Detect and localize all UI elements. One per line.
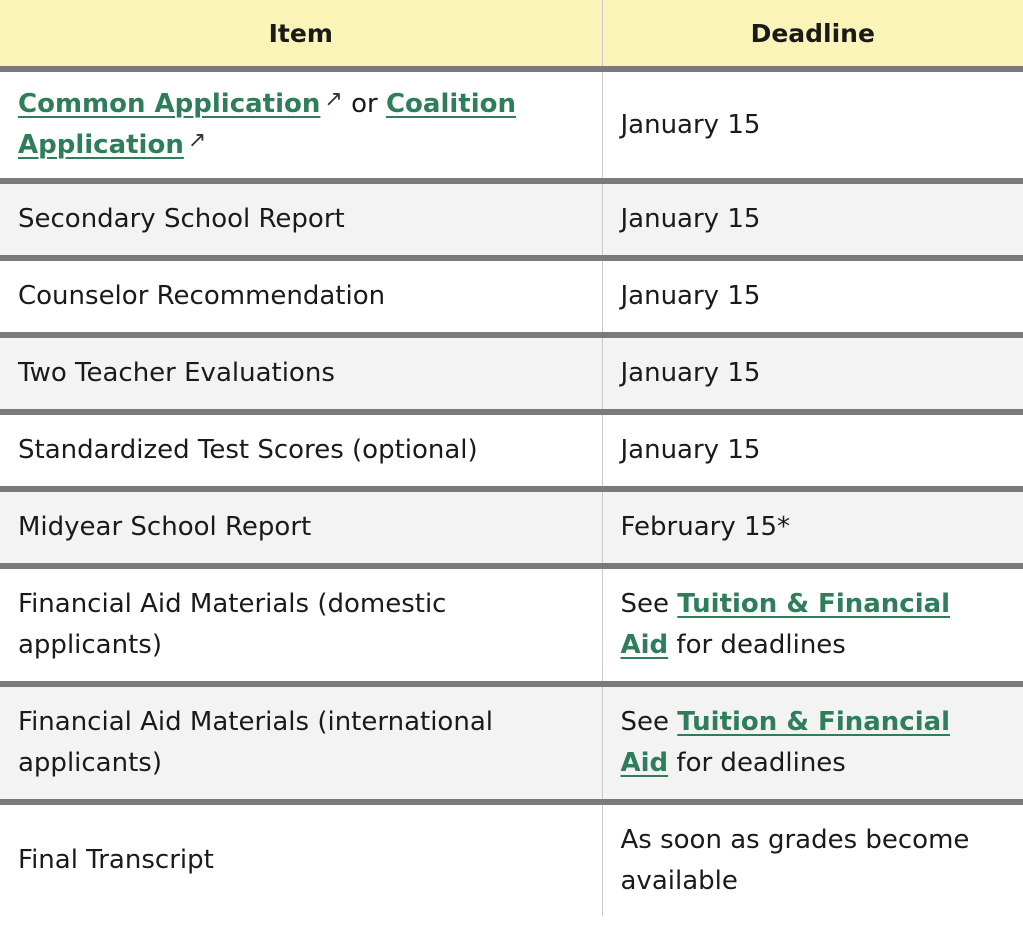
item-cell: Standardized Test Scores (optional)	[0, 412, 602, 489]
item-cell: Final Transcript	[0, 802, 602, 916]
deadline-prefix: See	[620, 589, 669, 619]
table-row	[0, 489, 1023, 566]
tuition-financial-aid-link[interactable]: Tuition & Financial Aid	[620, 589, 951, 660]
header-row	[0, 0, 1023, 69]
table-row	[0, 802, 1023, 916]
item-cell: Financial Aid Materials (international applicants)	[0, 684, 602, 802]
common-application-link[interactable]: Common Application	[18, 89, 321, 119]
deadline-cell: January 15	[602, 258, 1023, 335]
item-cell	[0, 69, 602, 181]
connector-text: or	[351, 89, 378, 119]
item-cell: Financial Aid Materials (domestic applicants)	[0, 566, 602, 684]
item-cell: Counselor Recommendation	[0, 258, 602, 335]
deadline-cell: January 15	[602, 69, 1023, 181]
table-row	[0, 69, 1023, 181]
coalition-link-part1: Coalition	[385, 89, 516, 119]
table-row	[0, 412, 1023, 489]
deadline-prefix: See	[620, 707, 669, 737]
item-cell: Two Teacher Evaluations	[0, 335, 602, 412]
external-link-icon: ↗	[187, 128, 207, 153]
deadline-suffix: for deadlines	[676, 630, 846, 660]
table-row	[0, 335, 1023, 412]
table-row	[0, 181, 1023, 258]
deadline-suffix: for deadlines	[676, 748, 846, 778]
deadline-cell	[602, 566, 1023, 684]
header-deadline: Deadline	[602, 0, 1023, 69]
deadline-cell: February 15*	[602, 489, 1023, 566]
table-row	[0, 258, 1023, 335]
table-row	[0, 566, 1023, 684]
external-link-icon: ↗	[324, 87, 343, 112]
deadline-cell: As soon as grades become available	[602, 802, 1023, 916]
deadline-cell: January 15	[602, 412, 1023, 489]
deadline-cell: January 15	[602, 335, 1023, 412]
coalition-link-part2: Application	[18, 130, 184, 160]
item-cell: Secondary School Report	[0, 181, 602, 258]
tuition-financial-aid-link[interactable]: Tuition & Financial Aid	[620, 707, 951, 778]
table-row	[0, 684, 1023, 802]
deadline-cell	[602, 684, 1023, 802]
deadline-cell: January 15	[602, 181, 1023, 258]
item-cell: Midyear School Report	[0, 489, 602, 566]
header-item: Item	[0, 0, 602, 69]
